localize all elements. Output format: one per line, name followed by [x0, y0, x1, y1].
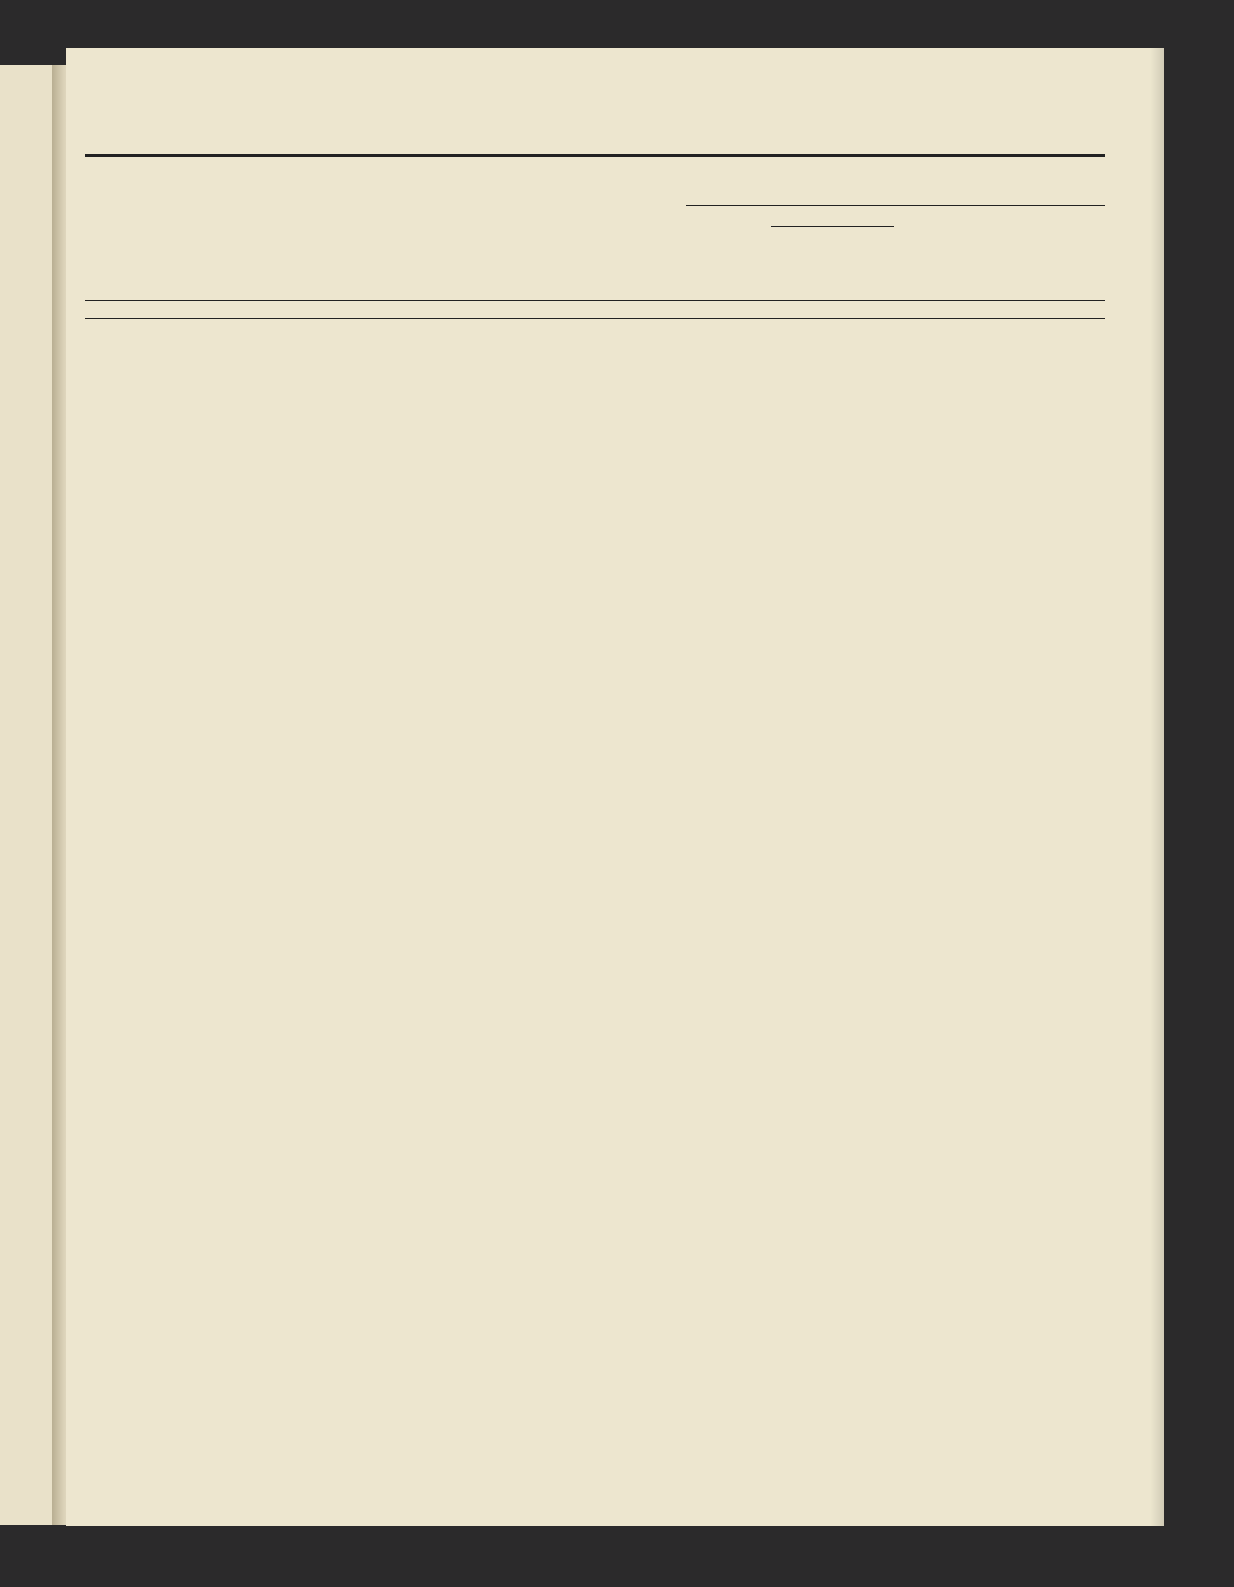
col-header-forest [897, 210, 937, 298]
col-header-upland [858, 230, 880, 298]
col-header-general [129, 165, 147, 295]
top-rule [85, 154, 1105, 157]
col-header-flood [778, 230, 800, 298]
group-rule [686, 205, 1105, 206]
col-header-sedge [815, 230, 837, 298]
col-header-arable [738, 210, 760, 298]
col-header-homestead [693, 210, 715, 298]
header-bottom-rule [85, 300, 1105, 301]
col-header-pasture [948, 210, 988, 298]
col-header-special [160, 165, 178, 295]
col-header-owner [188, 165, 206, 295]
hay-rule [771, 226, 894, 227]
col-header-useful-total [1000, 210, 1040, 298]
column-number-rule [85, 318, 1105, 319]
col-header-order [94, 165, 112, 295]
col-header-grand-total [1058, 210, 1098, 298]
